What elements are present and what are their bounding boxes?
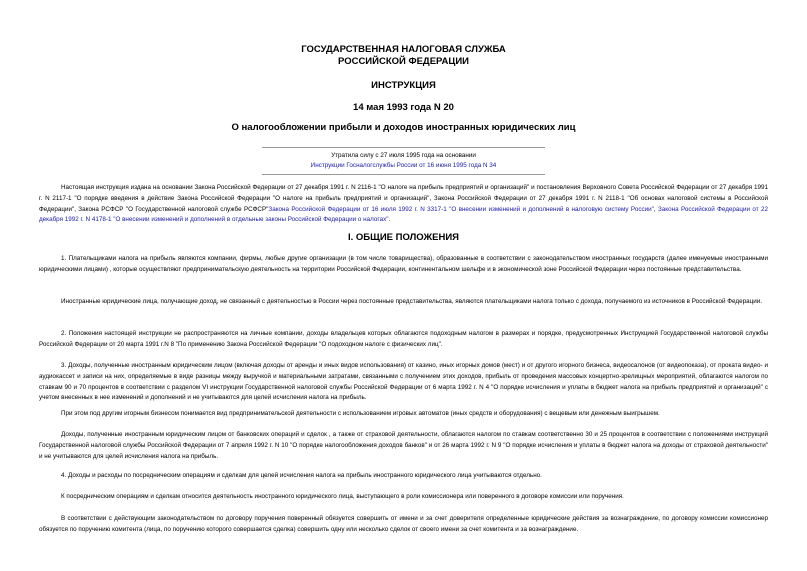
paragraph-6: Доходы, полученные иностранным юридическим лицом от банковских операций и сделок , а также от страховой деятельности, облагаются налогом по ставкам соответственно 30 и 25 процентов в соответствии с положениями инструкций Государственной налоговой службы Российской Федерации от 7 апреля 1992 г. N 10 "О порядке налогообложения доходов банков" и от 26 марта 1992 г. N 9 "О порядке исчисления и уплаты в бюджет налога на доходы от страховой деятельности" и не учитываются для целей исчисления налога на прибыль. <box>39 431 768 460</box>
paragraph-1: 1. Плательщиками налога на прибыль являются компании, фирмы, любые другие организации (в том числе товарищества), образованные в соответствии с законодательством иностранных государств (далее именуемые иностранными юридическими лицами) , которые осуществляют предпринимательскую деятельность на территории Российской Федерации, континентальном шельфе и в экономической зоне Российской Федерации через постоянные представительства. <box>39 255 768 273</box>
paragraph-4-block <box>39 361 768 404</box>
paragraph-9: В соответствии с действующим законодательством по договору поручения поверенный обязуется совершить от имени и за счет доверителя определенные юридические действия за вознаграждение, по договору комиссии комиссионер обязуется по поручению комитента (лица, по поручению которого совершается сделка) совершить одну или несколько сделок от своего имени за счет комитента и за вознаграждение. <box>39 515 768 533</box>
organization-line-1: ГОСУДАРСТВЕННАЯ НАЛОГОВАЯ СЛУЖБА <box>301 44 506 55</box>
intro-text-2: , <box>653 205 658 213</box>
paragraph-1-block <box>39 254 768 276</box>
paragraph-3: 2. Положения настоящей инструкции не распространяются на личные компании, доходы владельцев которых облагаются подоходным налогом в размерах и порядке, предусмотренных Инструкцией Государственной налоговой службы Российской Федерации от 20 марта 1991 г.N 8 "По применению Закона Российской Федерации "О подоходном налоге с физических лиц". <box>39 330 768 348</box>
intro-text-1: Настоящая инструкция издана на основании Закона Российской Федерации от 27 декабря 1991 г. N 2116-1 "О налоге на прибыль предприятий и организаций" и постановления Верховного Совета Российской Федерации от 27 декабря 1991 г. N 2117-1 "О порядке введения в действие Закона Российской Федерации "О налоге на прибыль предприятий и организаций", Закона Российской Федерации от 27 декабря 1991 г. N 2118-1 "Об основах налоговой системы в Российской Федерации", Закона РСФСР "О Государственной налоговой службе РСФСР" <box>39 184 768 213</box>
repeal-notice <box>262 147 545 175</box>
document-title: О налогообложении прибыли и доходов иностранных юридических лиц <box>231 122 576 133</box>
paragraph-6-block <box>39 430 768 462</box>
paragraph-8: К посредническим операциям и сделкам относится деятельность иностранного юридического лица, выступающего в роли комиссионера или поверенного в договоре комиссии или поручения. <box>61 493 624 500</box>
organization-line-2: РОССИЙСКОЙ ФЕДЕРАЦИИ <box>337 56 469 67</box>
intro-law-link-2[interactable]: Закона Российской Федерации от 22 декабря 1992 г. N 4178-1 "О внесении изменений и дополнений в отдельные законы Российской Федерации о налогах" <box>39 205 768 224</box>
intro-text-3: . <box>388 216 391 224</box>
paragraph-9-block <box>39 514 768 536</box>
intro-law-link-1[interactable]: Закона Российской Федерации от 16 июля 1992 г. N 3317-1 "О внесении изменений и дополнений в налоговую систему России" <box>268 205 654 213</box>
paragraph-2-block <box>39 297 768 308</box>
intro-paragraph-block <box>39 183 768 226</box>
repeal-notice-text: Утратила силу с 27 июля 1995 года на основании <box>331 152 476 159</box>
paragraph-7-block <box>39 471 768 482</box>
document-date: 14 мая 1993 года N 20 <box>353 102 454 113</box>
paragraph-5: При этом под другим игорным бизнесом понимается вид предпринимательской деятельности с использованием игровых автоматов (иных средств и оборудования) с вещевым или денежным выигрышем. <box>61 410 660 417</box>
paragraph-5-block <box>39 409 768 420</box>
section-heading: I. ОБЩИЕ ПОЛОЖЕНИЯ <box>348 232 459 243</box>
intro-paragraph <box>39 183 768 226</box>
repeal-notice-link[interactable]: Инструкции Госналогслужбы России от 16 июня 1995 года N 34 <box>310 161 497 169</box>
paragraph-2: Иностранные юридические лица, получающие доход, не связанный с деятельностью в России через постоянные представительства, являются плательщиками налога только с дохода, получаемого из источников в Российской Федерации. <box>61 298 762 305</box>
paragraph-8-block <box>39 492 768 503</box>
organization-heading <box>0 44 807 68</box>
paragraph-7: 4. Доходы и расходы по посредническим операциям и сделкам для целей исчисления налога на прибыль иностранного юридического лица учитываются отдельно. <box>61 472 542 479</box>
paragraph-4: 3. Доходы, полученные иностранным юридическим лицом (включая доходы от аренды и иных видов использования) от казино, иных игорных домов (мест) и от другого игорного бизнеса, видеосалонов (от видеопоказа), от проката видео- и аудиокассет и записи на них, определяемые в виде разницы между выручкой и материальными затратами, связанными с получением этих доходов, прибыль от проведения массовых концертно-зрелищных мероприятий, облагаются налогом по ставкам 90 и 70 процентов в соответствии с разделом VI инструкции Государственной налоговой службы Российской Федерации от 6 марта 1992 г. N 4 "О порядке исчисления и уплаты в бюджет налога на прибыль предприятий и организаций" с учетом внесенных в нее изменений и дополнений и не учитываются для целей исчисления налога на прибыль. <box>39 362 768 402</box>
paragraph-3-block <box>39 329 768 351</box>
document-type: ИНСТРУКЦИЯ <box>371 80 436 91</box>
